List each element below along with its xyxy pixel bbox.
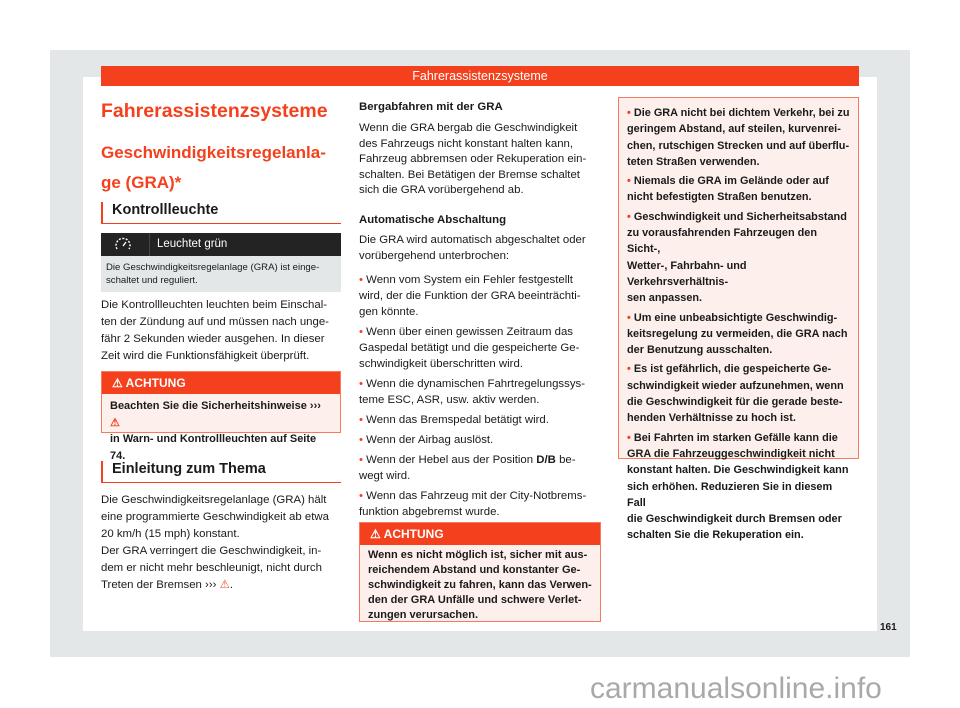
warning-icon: ⚠ bbox=[370, 527, 384, 541]
speedometer-icon bbox=[115, 237, 131, 251]
list-item: • Es ist gefährlich, die gespeicherte Ge- schwindigkeit wieder aufzunehmen, wenn die Geschwindigkeit für die gerade beste- henden Verhältnisse zu hoch ist. bbox=[627, 363, 844, 425]
warning-text: Beachten Sie die Sicherheitshinweise ››› bbox=[110, 400, 321, 412]
paragraph-text: Der GRA verringert die Geschwindigkeit, in- dem er nicht mehr beschleunigt, nicht durch Treten der Bremsen ››› bbox=[101, 545, 322, 591]
watermark: carmanualsonline.info bbox=[590, 672, 882, 705]
subsection-heading-kontrollleuchte: Kontrollleuchte bbox=[101, 202, 341, 224]
warning-title: ACHTUNG bbox=[125, 376, 186, 390]
bullet-list bbox=[359, 272, 601, 520]
list-item: • Wenn die dynamischen Fahrtregelungssys- teme ESC, ASR, usw. aktiv werden. bbox=[359, 378, 586, 406]
heading-bergabfahren: Bergabfahren mit der GRA bbox=[359, 101, 503, 113]
list-item: • Wenn über einen gewissen Zeitraum das Gaspedal betätigt und die gespeicherte Ge- schwindigkeit überschritten wird. bbox=[359, 326, 580, 370]
list-item: • Niemals die GRA im Gelände oder auf nicht befestigten Straßen benutzen. bbox=[627, 175, 829, 204]
warning-text: Wenn es nicht möglich ist, sicher mit aus- reichendem Abstand und konstanter Ge- schwindigkeit zu fahren, kann das Verwen- den der GRA Unfälle und schwere Verlet- zungen verursachen. bbox=[368, 549, 592, 621]
list-item: • Wenn der Hebel aus der Position D/B be- wegt wird. bbox=[359, 454, 576, 482]
paragraph: Die Kontrollleuchten leuchten beim Einschal- ten der Zündung auf und müssen nach unge- fähr 2 Sekunden wieder ausgehen. In dieser Zeit wird die Funktionsfähigkeit überprüft. bbox=[101, 299, 329, 362]
warning-box bbox=[359, 522, 601, 622]
section-title: Geschwindigkeitsregelanla- ge (GRA)* bbox=[101, 143, 326, 192]
paragraph: Die Geschwindigkeitsregelanlage (GRA) hält eine programmierte Geschwindigkeit ab etwa 20 km/h (15 mph) konstant. bbox=[101, 494, 329, 540]
list-item: • Wenn das Bremspedal betätigt wird. bbox=[359, 414, 549, 426]
list-item: • Geschwindigkeit und Sicherheitsabstand zu vorausfahrenden Fahrzeugen den Sicht-, Wetter-, Fahrbahn- und Verkehrsverhältnis- sen anpassen. bbox=[627, 210, 847, 305]
lamp-description: Die Geschwindigkeitsregelanlage (GRA) ist einge- schaltet und reguliert. bbox=[101, 256, 341, 292]
subsection-heading-einleitung: Einleitung zum Thema bbox=[101, 461, 341, 483]
warning-title: ACHTUNG bbox=[383, 527, 444, 541]
indicator-lamp-row bbox=[101, 233, 341, 256]
page-number: 161 bbox=[880, 622, 897, 633]
page-title: Fahrerassistenzsysteme bbox=[101, 100, 328, 122]
warning-icon: ⚠ bbox=[112, 376, 126, 390]
list-item: • Wenn das Fahrzeug mit der City-Notbrems- funktion abgebremst wurde. bbox=[359, 490, 587, 518]
list-item: • Wenn der Airbag auslöst. bbox=[359, 434, 494, 446]
paragraph: Wenn die GRA bergab die Geschwindigkeit des Fahrzeugs nicht konstant halten kann, Fahrzeug abbremsen oder Rekuperation ein- schalten. Bei Betätigen der Bremse schaltet sich die GRA vorübergehend ab. bbox=[359, 122, 587, 196]
warning-icon: ⚠ bbox=[110, 416, 120, 429]
warning-box bbox=[101, 371, 341, 462]
safety-notes-box bbox=[618, 97, 859, 542]
list-item: • Die GRA nicht bei dichtem Verkehr, bei zu geringem Abstand, auf steilen, kurvenrei- chen, rutschigen Strecken und auf überflu- teten Straßen verwenden. bbox=[627, 107, 850, 168]
warning-link-text[interactable]: in Warn- und Kontrollleuchten auf Seite 74. bbox=[110, 433, 317, 462]
list-item: • Wenn vom System ein Fehler festgestellt wird, der die Funktion der GRA beeinträchti- gen könnte. bbox=[359, 274, 581, 318]
list-item: • Bei Fahrten im starken Gefälle kann die GRA die Fahrzeuggeschwindigkeit nicht konstant halten. Die Geschwindigkeit kann sich erhöhen. Reduzieren Sie in diesem Fall die Geschwindigkeit durch Bremsen oder schalten Sie die Rekuperation ein. bbox=[627, 431, 849, 542]
warning-icon: ⚠ bbox=[219, 579, 230, 591]
list-item: • Um eine unbeabsichtigte Geschwindig- keitsregelung zu vermeiden, die GRA nach der Benutzung ausschalten. bbox=[627, 311, 848, 357]
chapter-header: Fahrerassistenzsysteme bbox=[101, 66, 859, 86]
paragraph: Der GRA verringert die Geschwindigkeit, in- dem er nicht mehr beschleunigt, nicht durch Treten der Bremsen ››› ⚠. bbox=[101, 545, 322, 591]
lamp-label: Leuchtet grün bbox=[157, 238, 228, 250]
heading-abschaltung: Automatische Abschaltung bbox=[359, 214, 507, 226]
paragraph: Die GRA wird automatisch abgeschaltet oder vorübergehend unterbrochen: bbox=[359, 234, 586, 262]
